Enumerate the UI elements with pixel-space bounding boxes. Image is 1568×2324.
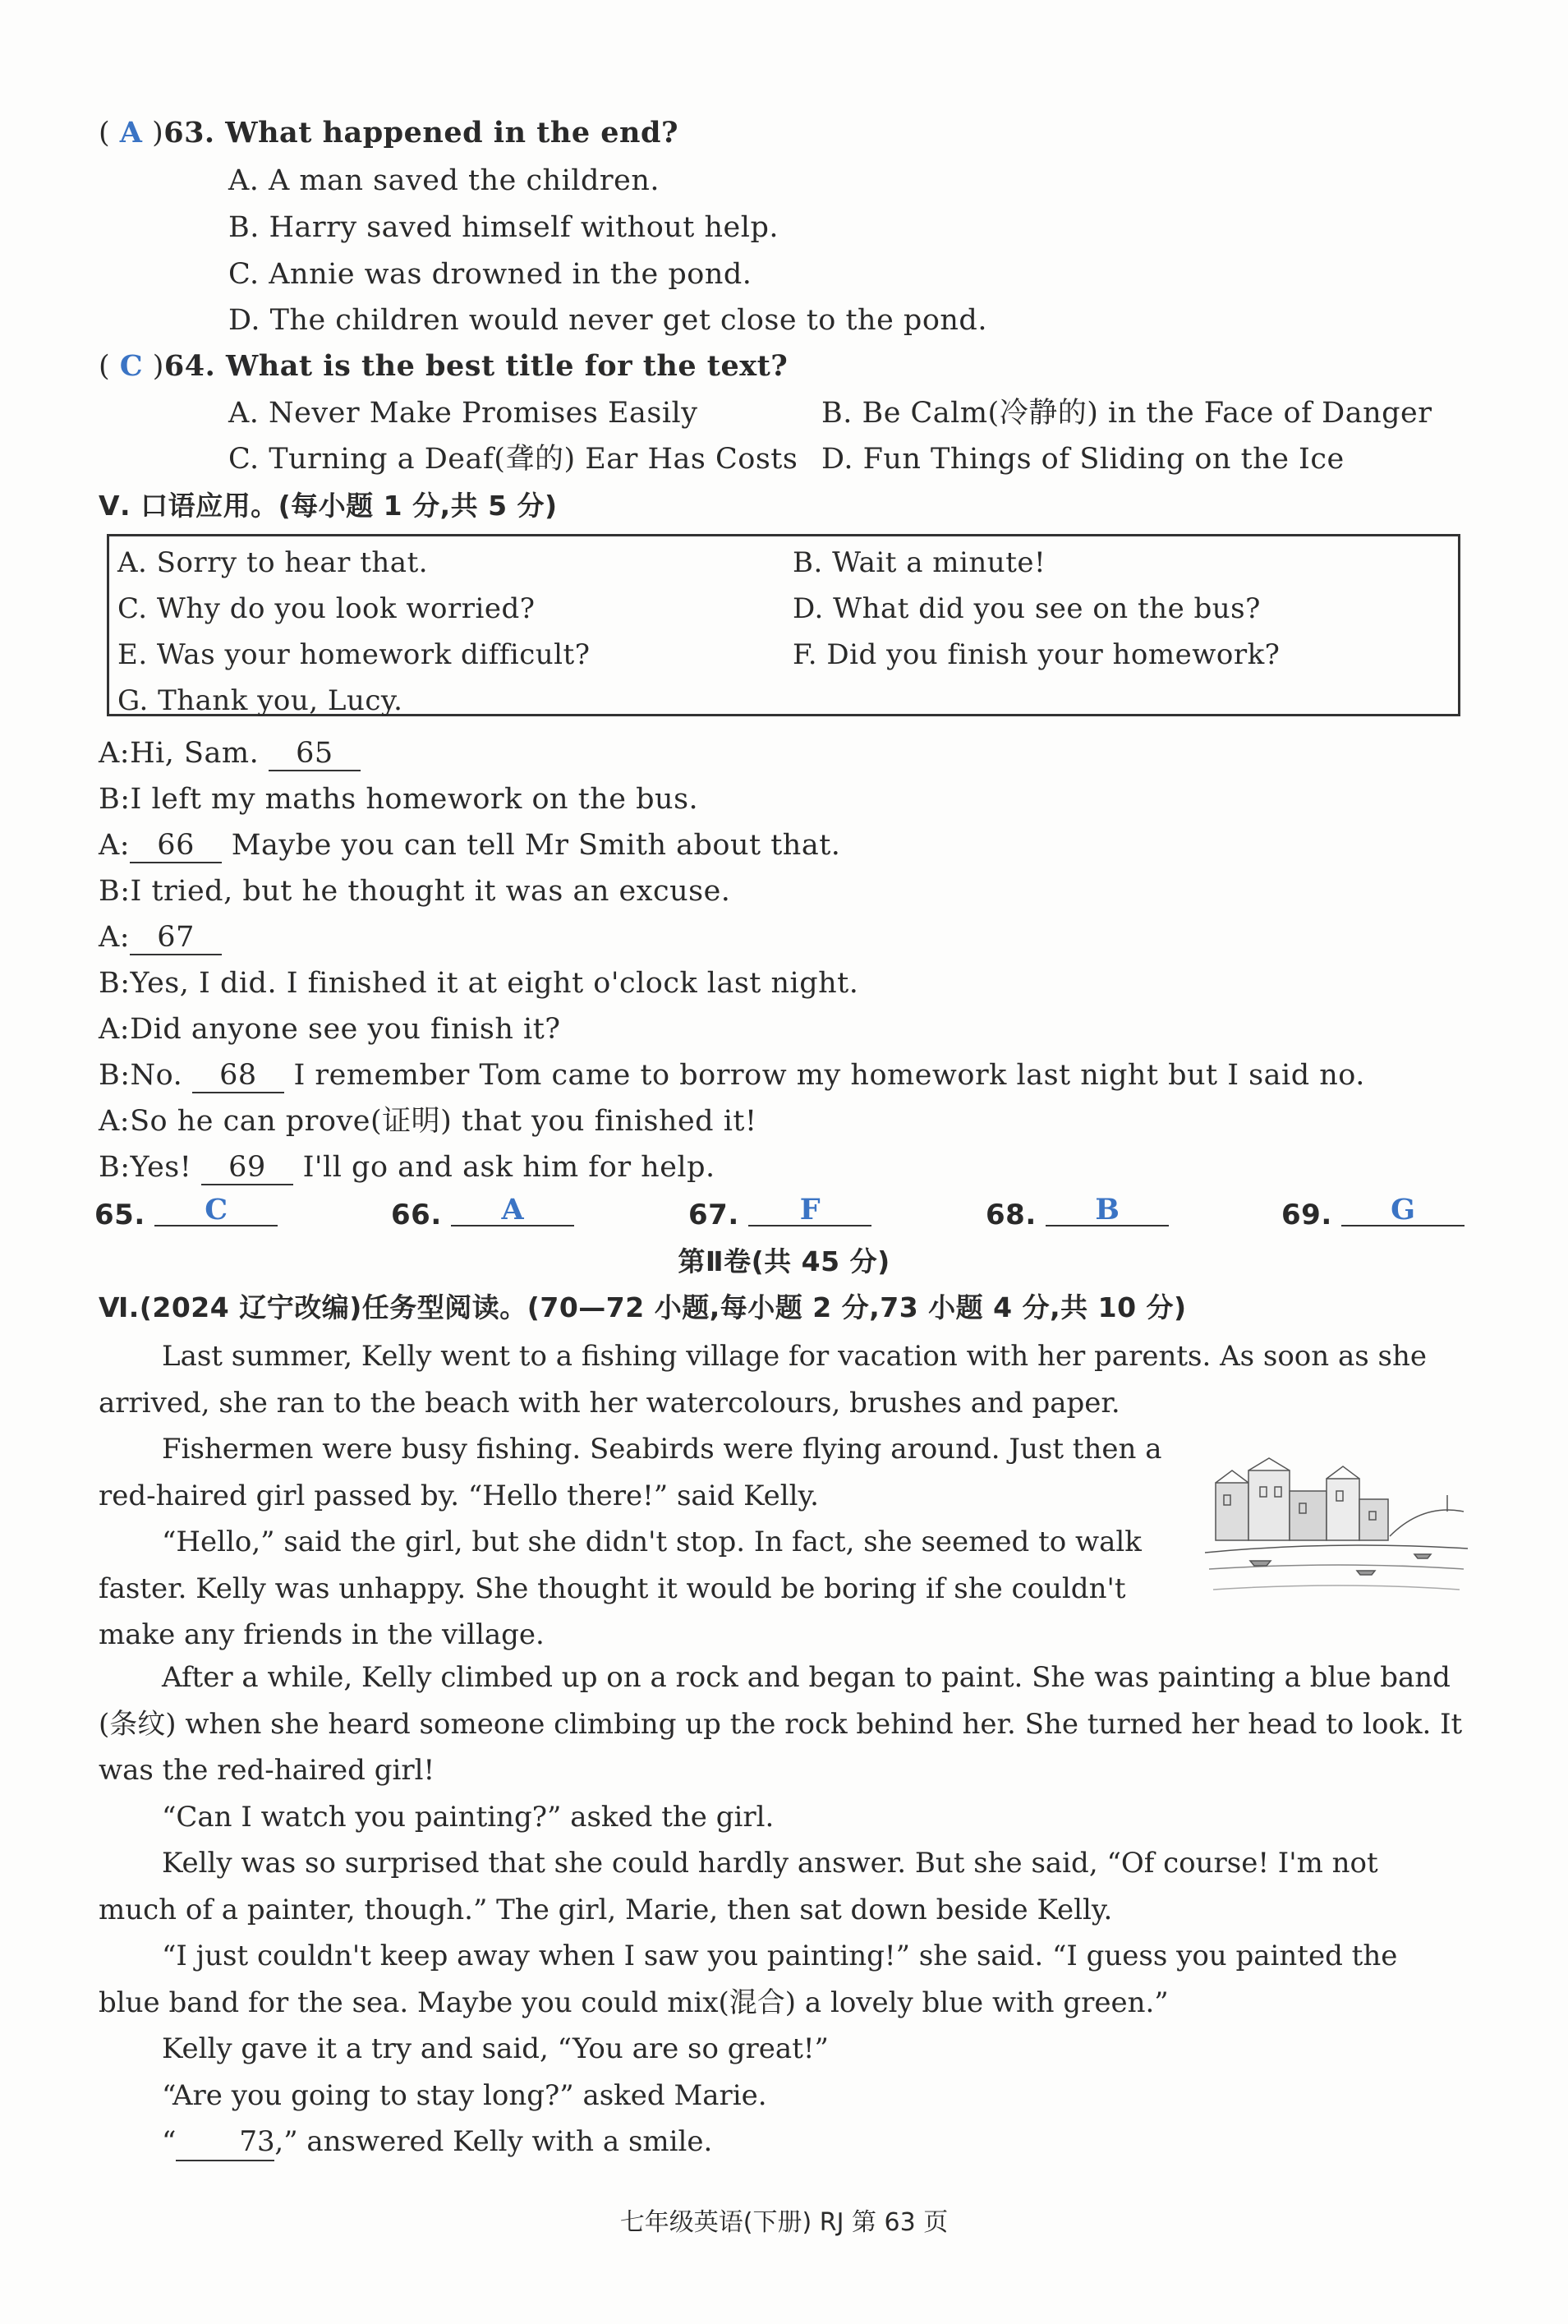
passage-rest [99, 1654, 1464, 2165]
choice-c: C. Why do you look worried? [117, 592, 536, 625]
dialogue-line [99, 872, 730, 911]
answer-number: 65. [94, 1199, 145, 1231]
dialogue-text: I left my maths homework on the bus. [130, 783, 699, 816]
choice-f: F. Did you finish your homework? [793, 638, 1281, 671]
question-64-stem: 64. What is the best title for the text? [163, 349, 789, 383]
dialogue-line [99, 1056, 1365, 1095]
dialogue-text: So he can prove(证明) that you finished it! [130, 1105, 757, 1138]
section-5-heading: Ⅴ. 口语应用。(每小题 1 分,共 5 分) [99, 490, 558, 522]
choice-g: G. Thank you, Lucy. [117, 684, 403, 717]
paragraph: Kelly was so surprised that she could hardly answer. But she said, “Of course! I'm not much of a painter, though.” The girl, Marie, then sat down beside Kelly. [99, 1847, 1378, 1926]
dialogue-text: I'll go and ask him for help. [292, 1151, 715, 1184]
option-63-c: C. Annie was drowned in the pond. [228, 258, 752, 291]
dialogue-line [99, 1148, 715, 1187]
blank-67: 67 [130, 921, 222, 955]
paragraph: “Hello,” said the girl, but she didn't stop. In fact, she seemed to walk faster. Kelly was unhappy. She thought it would be boring if she couldn't make any friends in the village. [99, 1526, 1142, 1651]
choice-box [107, 534, 1460, 716]
blank-68: 68 [192, 1059, 284, 1093]
speaker: B: [99, 967, 131, 1000]
answer-blank: C [154, 1195, 278, 1226]
dialogue-line [99, 964, 858, 1003]
dialogue-text: I remember Tom came to borrow my homework last night but I said no. [283, 1059, 1365, 1092]
answer-64: C [119, 349, 144, 383]
dialogue-line [99, 918, 222, 957]
speaker: A: [99, 1105, 131, 1138]
dialogue-text: Maybe you can tell Mr Smith about that. [222, 829, 841, 862]
choice-a: A. Sorry to hear that. [117, 546, 429, 579]
option-64-c: C. Turning a Deaf(聋的) Ear Has Costs [228, 443, 798, 476]
passage-wrap [99, 1426, 1183, 1659]
speaker: A: [99, 921, 131, 954]
answer-row-66 [391, 1195, 574, 1235]
dialogue-line [99, 1102, 757, 1141]
answer-row-67 [688, 1195, 871, 1235]
speaker: B: [99, 1151, 131, 1184]
quote-open: “ [162, 2125, 177, 2158]
choice-b: B. Wait a minute! [793, 546, 1046, 579]
answer-number: 69. [1281, 1199, 1332, 1231]
answer-blank: F [748, 1195, 871, 1226]
paragraph: “Can I watch you painting?” asked the girl. [162, 1800, 775, 1834]
question-63-stem: 63. What happened in the end? [163, 116, 678, 150]
dialogue-text: Yes! [130, 1151, 201, 1184]
option-63-a: A. A man saved the children. [228, 164, 660, 197]
dialogue-line [99, 780, 698, 819]
section-6-heading: Ⅵ.(2024 辽宁改编)任务型阅读。(70—72 小题,每小题 2 分,73 小题 4 分,共 10 分) [99, 1291, 1187, 1323]
paragraph [99, 2119, 1464, 2165]
speaker: A: [99, 1013, 131, 1046]
paragraph: After a while, Kelly climbed up on a rock and began to paint. She was painting a blue band (条纹) when she heard someone climbing up the rock behind her. She turned her head to look. It was the red-haired girl! [99, 1661, 1463, 1787]
choice-e: E. Was your homework difficult? [117, 638, 591, 671]
paragraph: Last summer, Kelly went to a fishing village for vacation with her parents. As soon as she arrived, she ran to the beach with her watercolours, brushes and paper. [99, 1340, 1427, 1420]
paragraph-text: ,” answered Kelly with a smile. [274, 2125, 713, 2158]
page-footer: 七年级英语(下册) RJ 第 63 页 [619, 2208, 949, 2237]
option-63-d: D. The children would never get close to the pond. [228, 304, 987, 337]
speaker: A: [99, 829, 131, 862]
dialogue-text: Did anyone see you finish it? [130, 1013, 561, 1046]
speaker: B: [99, 1059, 131, 1092]
answer-number: 68. [986, 1199, 1037, 1231]
dialogue-text: Hi, Sam. [130, 737, 269, 770]
blank-65: 65 [269, 737, 361, 771]
dialogue-text: Yes, I did. I finished it at eight o'clock last night. [130, 967, 859, 1000]
answer-number: 67. [688, 1199, 739, 1231]
part-2-title: 第Ⅱ卷(共 45 分) [678, 1245, 890, 1277]
answer-blank: B [1046, 1195, 1169, 1226]
answer-row-69 [1281, 1195, 1465, 1235]
option-64-d: D. Fun Things of Sliding on the Ice [821, 443, 1345, 476]
paragraph: Kelly gave it a try and said, “You are so great!” [162, 2032, 829, 2065]
paragraph: Fishermen were busy fishing. Seabirds were flying around. Just then a red-haired girl passed by. “Hello there!” said Kelly. [99, 1433, 1162, 1512]
answer-number: 66. [391, 1199, 442, 1231]
dialogue-line [99, 826, 840, 865]
answer-blank: A [451, 1195, 574, 1226]
blank-66: 66 [130, 829, 222, 863]
question-64: ( C )64. What is the best title for the text? [99, 349, 789, 383]
speaker: B: [99, 783, 131, 816]
paragraph: “I just couldn't keep away when I saw you painting!” she said. “I guess you painted the blue band for the sea. Maybe you could mix(混合) a lovely blue with green.” [99, 1940, 1398, 2019]
dialogue-line [99, 1010, 561, 1049]
dialogue-text: No. [130, 1059, 192, 1092]
fishing-village-illustration [1201, 1446, 1472, 1610]
blank-69: 69 [201, 1151, 293, 1185]
question-63: ( A )63. What happened in the end? [99, 116, 678, 150]
answer-row-65 [94, 1195, 278, 1235]
speaker: B: [99, 875, 131, 908]
option-64-a: A. Never Make Promises Easily [228, 397, 698, 430]
dialogue-text: I tried, but he thought it was an excuse. [130, 875, 731, 908]
option-63-b: B. Harry saved himself without help. [228, 211, 779, 244]
option-64-b: B. Be Calm(冷静的) in the Face of Danger [821, 397, 1432, 430]
answer-63: A [119, 116, 143, 150]
speaker: A: [99, 737, 131, 770]
answer-row-68 [986, 1195, 1169, 1235]
passage-p1 [99, 1333, 1464, 1426]
blank-73: 73 [176, 2124, 274, 2161]
paragraph: “Are you going to stay long?” asked Marie. [162, 2078, 767, 2112]
dialogue-line [99, 734, 361, 773]
choice-d: D. What did you see on the bus? [793, 592, 1261, 625]
answer-blank: G [1341, 1195, 1465, 1226]
